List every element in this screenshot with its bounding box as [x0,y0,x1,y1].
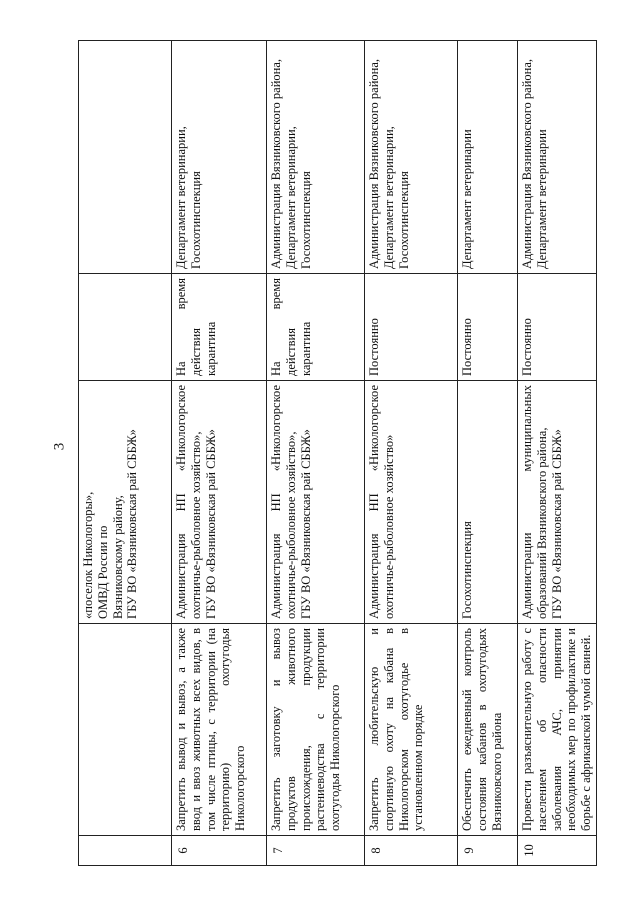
table-row [172,41,267,866]
executors-cell [79,381,172,624]
control-cell: Департамент ветеринарии [458,41,518,274]
control-cell: Администрация Вязниковского района, Департамент ветеринарии [518,41,597,274]
measure-cell: Обеспечить ежедневный контроль состояния кабанов в охотугодьях Вязниковского района [458,624,518,836]
table-row [267,41,365,866]
executor-line: ГБУ ВО «Вязниковская рай СББЖ» [125,429,140,619]
control-cell: Администрация Вязниковского района, Департамент ветеринарии, Госохотинспекция [365,41,458,274]
executor-line: ГБУ ВО «Вязниковская рай СББЖ» [549,429,564,619]
executor-line: «поселок Никологоры», [81,491,95,619]
executor-line: ОМВД России по [95,525,110,619]
executor-line: Администрация НП «Никологорское охотничье-рыболовное хозяйство» [367,385,396,619]
table-row [79,41,172,866]
executor-line: Вязниковскому району, [110,495,125,619]
executor-line: Администрации муниципальных образований Вязниковского района, [520,385,549,619]
measures-table [78,40,597,866]
measure-cell: Запретить любительскую и спортивную охоту на кабана в Никологорском охотугодье в установленном порядке [365,624,458,836]
measure-cell: Запретить заготовку и вывоз продуктов животного происхождения, продукции растениеводства с территории охотугодья Никологорского [267,624,365,836]
table-row [458,41,518,866]
term-cell [79,274,172,381]
term-cell: Постоянно [518,274,597,381]
term-cell: На время действия карантина [172,274,267,381]
executor-line: Госохотинспекция [460,521,474,619]
executor-line: Администрация НП «Никологорское охотничье-рыболовное хозяйство», [174,385,203,619]
term-cell: Постоянно [365,274,458,381]
measure-cell: Провести разъяснительную работу с населением об опасности заболевания АЧС, принятии необходимых мер по профилактике и борьбе с африканской чумой свиней. [518,624,597,836]
measure-cell: Запретить вывод и вывоз, а также ввод и ввоз животных всех видов, в том числе птицы, с территории (на территорию) охотугодья Никологорского [172,624,267,836]
row-number [79,836,172,866]
row-number: 9 [458,836,518,866]
table-row [518,41,597,866]
executors-cell [172,381,267,624]
executor-line: Администрация НП «Никологорское охотничье-рыболовное хозяйство», [269,385,298,619]
executor-line: ГБУ ВО «Вязниковская рай СББЖ» [298,429,313,619]
executors-cell [518,381,597,624]
row-number: 6 [172,836,267,866]
page-number: 3 [51,442,68,451]
term-cell: На время действия карантина [267,274,365,381]
executor-line: ГБУ ВО «Вязниковская рай СББЖ» [203,429,218,619]
row-number: 10 [518,836,597,866]
control-cell [79,41,172,274]
measure-cell [79,624,172,836]
term-cell: Постоянно [458,274,518,381]
control-cell: Администрация Вязниковского района, Департамент ветеринарии, Госохотинспекция [267,41,365,274]
row-number: 8 [365,836,458,866]
executors-cell [365,381,458,624]
table-row [365,41,458,866]
executors-cell [267,381,365,624]
row-number: 7 [267,836,365,866]
measures-table-frame [78,41,593,866]
executors-cell [458,381,518,624]
control-cell: Департамент ветеринарии, Госохотинспекция [172,41,267,274]
